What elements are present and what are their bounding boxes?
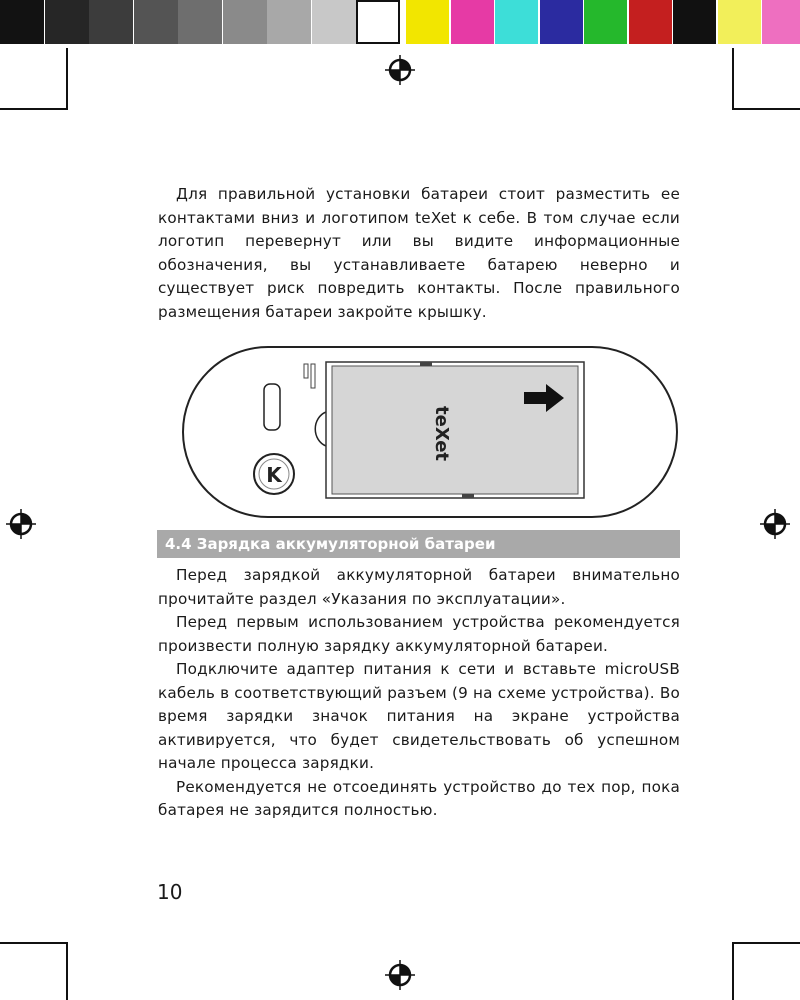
gray-swatch (89, 0, 133, 44)
battery-logo: teXet (431, 406, 452, 462)
crop-mark (0, 942, 68, 944)
gray-swatch (0, 0, 44, 44)
printer-color-bar (0, 0, 800, 44)
crop-mark (732, 942, 734, 1000)
crop-mark (66, 48, 68, 110)
crop-mark (732, 48, 734, 110)
gray-swatch (312, 0, 356, 44)
color-swatch (495, 0, 538, 44)
crop-mark (732, 108, 800, 110)
paragraph: Перед первым использованием устройства рекомендуется произвести полную зарядку аккумуляторной батареи. (158, 613, 680, 655)
gray-swatch (223, 0, 267, 44)
paragraph: Для правильной установки батареи стоит разместить ее контактами вниз и логотипом teXet к себе. В том случае если логотип перевернут или вы видите информационные обозначения, вы устанавливаете батарею неверно и существует риск повредить контакты. После правильного размещения батареи закройте крышку. (158, 185, 680, 321)
paragraph: Перед зарядкой аккумуляторной батареи внимательно прочитайте раздел «Указания по эксплуатации». (158, 566, 680, 608)
device-logo: K (266, 463, 282, 487)
gray-swatch (178, 0, 222, 44)
crop-mark (0, 108, 68, 110)
registration-mark-icon (385, 960, 415, 990)
color-swatch (584, 0, 627, 44)
charging-text (158, 564, 680, 823)
gray-swatch (356, 0, 400, 44)
color-swatch (762, 0, 800, 44)
section-heading: 4.4 Зарядка аккумуляторной батареи (157, 530, 680, 558)
registration-mark-icon (6, 509, 36, 539)
paragraph: Рекомендуется не отсоединять устройство до тех пор, пока батарея не зарядится полностью. (158, 777, 680, 819)
color-swatch (540, 0, 583, 44)
registration-mark-icon (385, 55, 415, 85)
crop-mark (66, 942, 68, 1000)
gray-swatch (45, 0, 89, 44)
color-swatch (718, 0, 761, 44)
color-swatch (673, 0, 716, 44)
color-swatch (629, 0, 672, 44)
battery-install-text (158, 183, 680, 324)
page-number: 10 (157, 880, 183, 904)
paragraph: Подключите адаптер питания к сети и вставьте microUSB кабель в соответствующий разъем (9 на схеме устройства). Во время зарядки значок питания на экране устройства активируется, что будет свидетельствовать об успешном начале процесса зарядки. (158, 660, 680, 772)
crop-mark (732, 942, 800, 944)
color-swatch (406, 0, 449, 44)
gray-swatch (134, 0, 178, 44)
color-swatch (451, 0, 494, 44)
gray-swatch (267, 0, 311, 44)
registration-mark-icon (760, 509, 790, 539)
device-battery-illustration (180, 344, 680, 520)
